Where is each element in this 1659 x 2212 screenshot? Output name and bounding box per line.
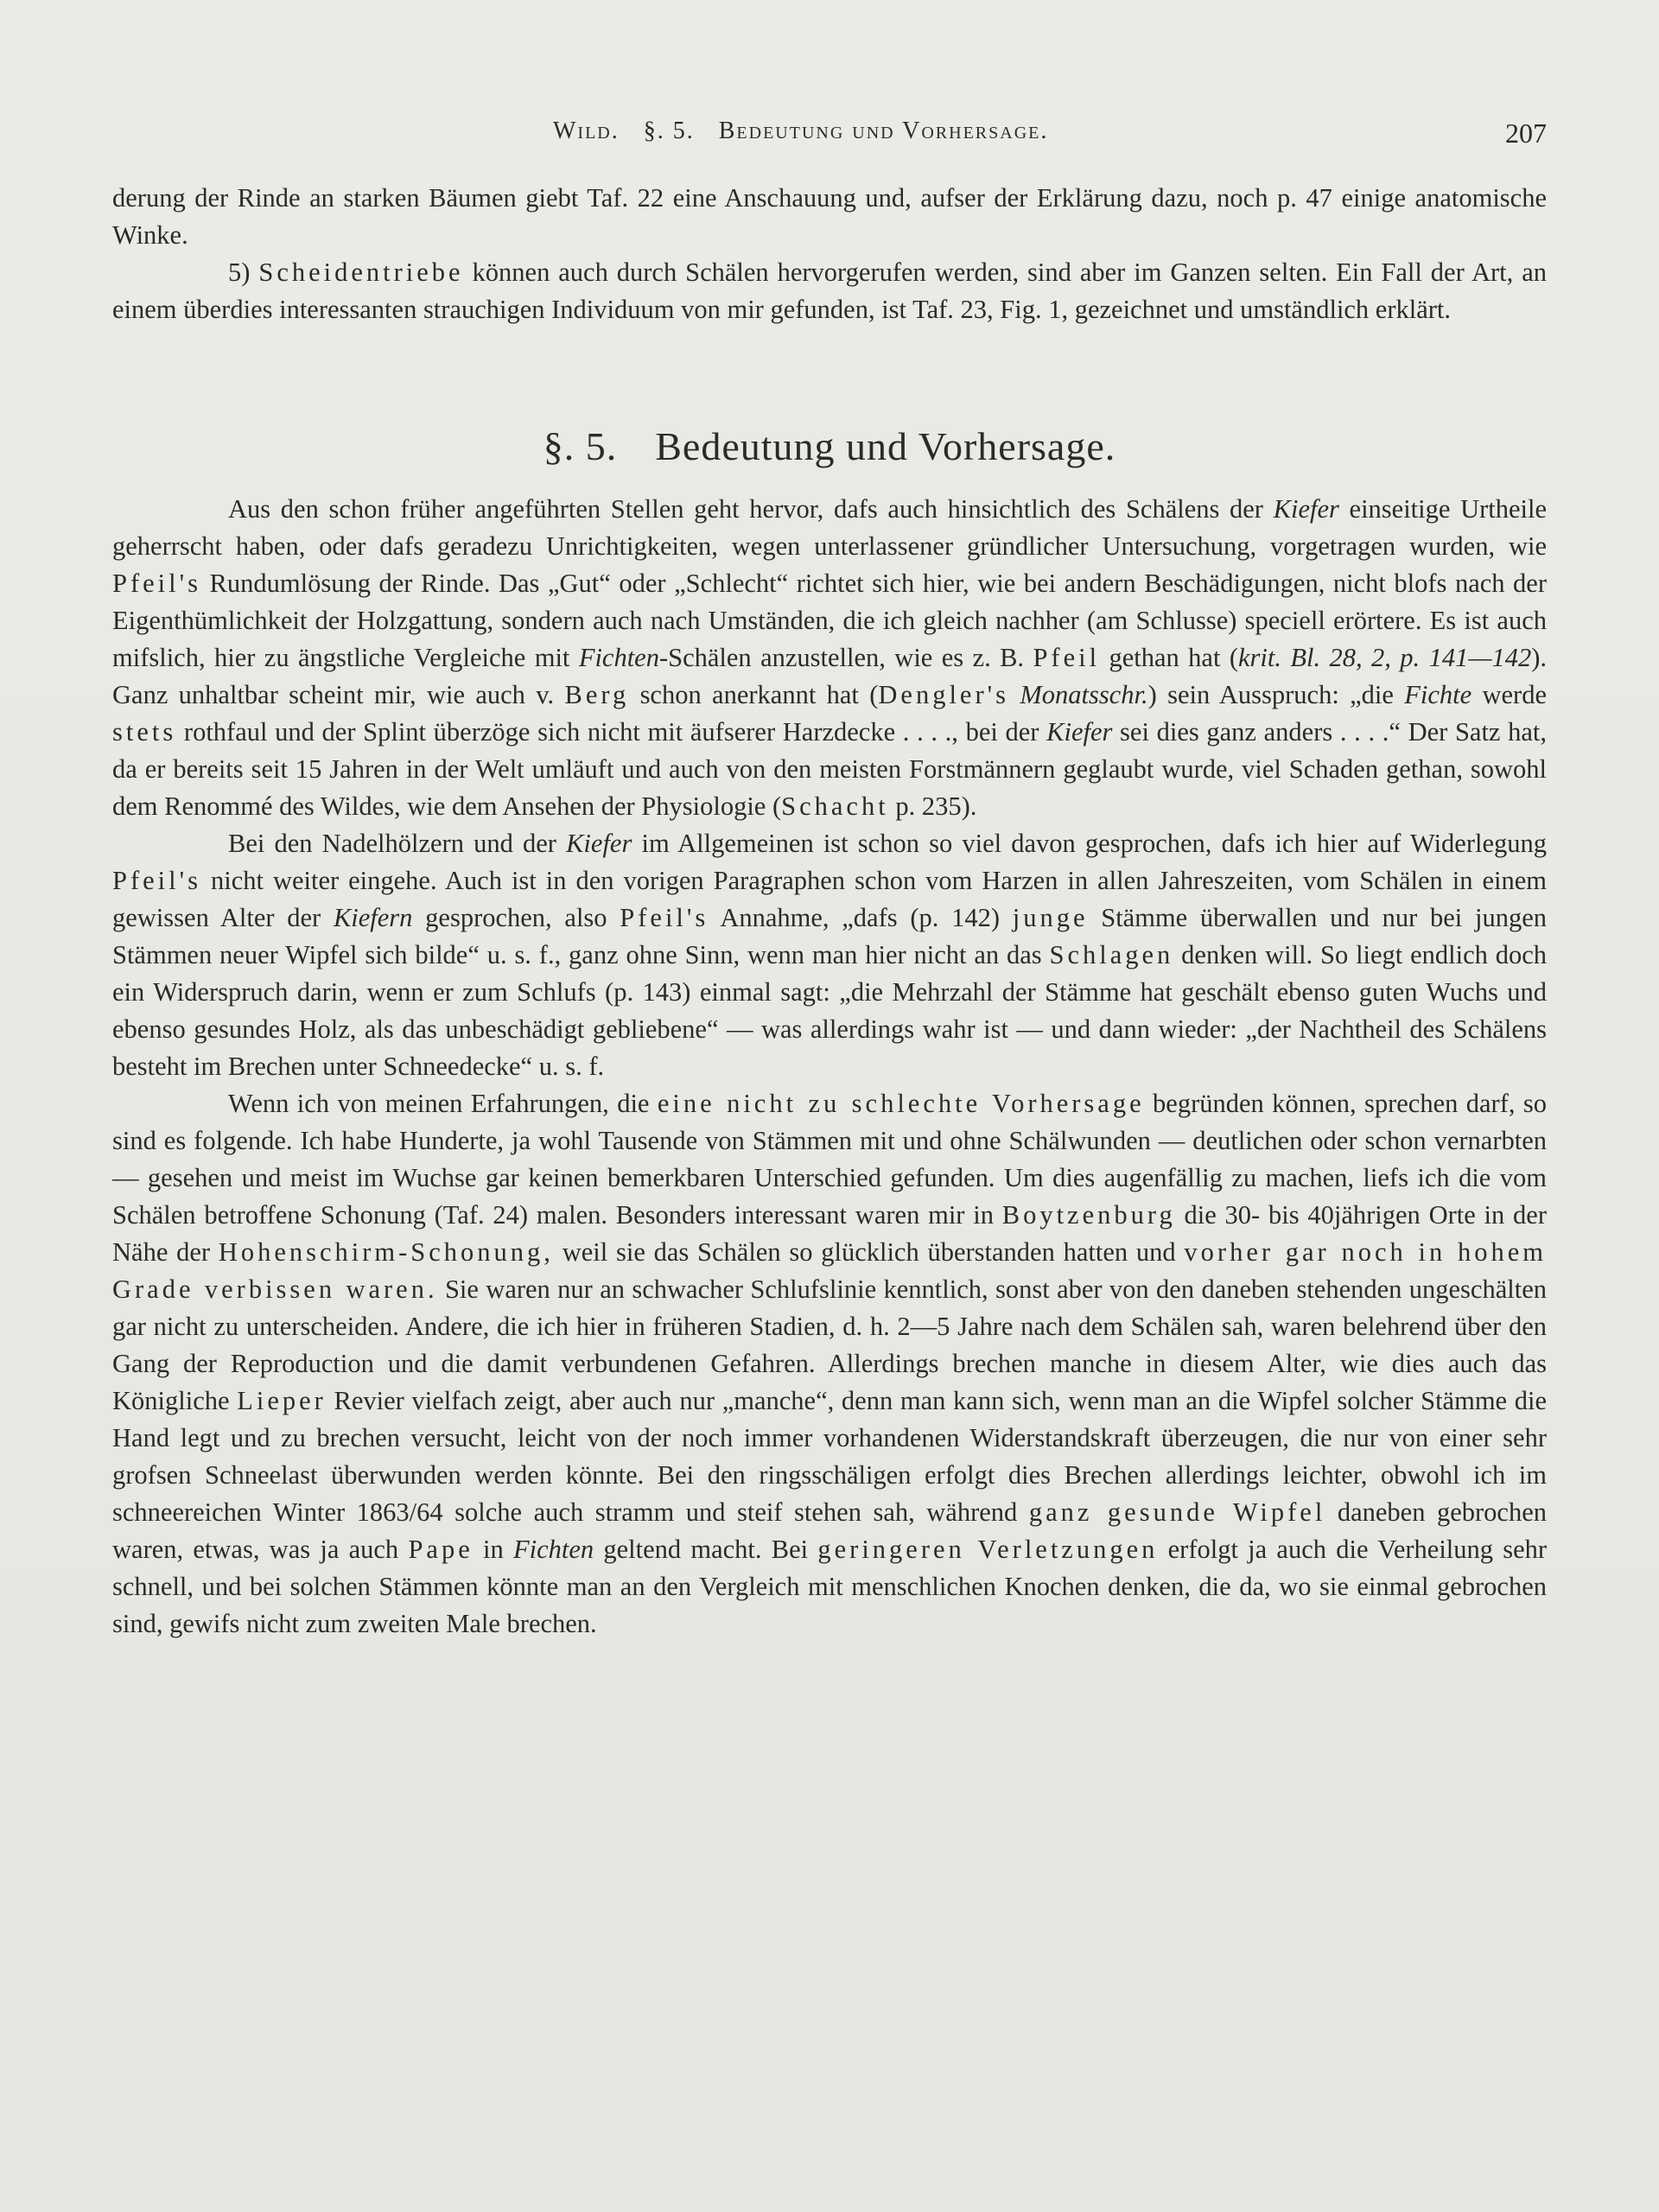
- text-run: weil sie das Schälen so glücklich überstanden hatten und: [562, 1237, 1176, 1267]
- text-run: p. 235).: [895, 791, 977, 821]
- italic-term: Fichten: [512, 1535, 594, 1564]
- text-run: Sie waren nur an schwacher Schlufslinie kenntlich, sonst aber von den daneben stehenden ungeschälten gar nicht zu unterscheiden. Andere, die ich hier in früheren Stadien, d. h. 2—5 Jahre nach dem Schälen sah, waren belehrend über den Gang der Reproduction und die damit verbundenen Gefahren. Allerdings brechen manche in diesem Alter, wie dies auch das Königliche: [112, 1274, 1547, 1415]
- spaced-term: stets: [112, 717, 177, 747]
- text-run: erfolgt ja auch die Verheilung sehr schnell, und bei solchen Stämmen könnte man an den Vergleich mit menschlichen Knochen denken, die da, wo sie einmal gebrochen sind, gewifs nicht zum zweiten Male brechen.: [112, 1535, 1548, 1638]
- paragraph-1: [112, 491, 1547, 825]
- author-name: Pfeil's: [112, 569, 201, 598]
- italic-term: Fichte: [1404, 680, 1472, 709]
- italic-term: Kiefer: [1046, 717, 1113, 747]
- text-run: im Allgemeinen ist schon so viel davon gesprochen, dafs ich hier auf Widerlegung: [641, 829, 1548, 858]
- spaced-term: Schlagen: [1049, 940, 1174, 969]
- text-run: -Schälen anzustellen, wie es z. B.: [658, 643, 1025, 672]
- text-run: ). Ganz unhaltbar scheint mir, wie auch v.: [112, 643, 1547, 709]
- place-name: Hohenschirm-Schonung,: [218, 1237, 554, 1267]
- text-run: Rundumlösung der Rinde. Das „Gut“ oder „Schlecht“ richtet sich hier, wie bei andern Beschädigungen, nicht blofs nach der Eigenthümlichkeit der Holzgattung, sondern auch nach Umständen, die ich gleich nachher (am Schlusse) speciell erörtere. Es ist auch mifslich, hier zu ängstliche Vergleiche mit: [112, 569, 1548, 672]
- header-author: Wild.: [553, 118, 620, 144]
- text-run: Wenn ich von meinen Erfahrungen, die: [228, 1089, 650, 1118]
- header-section: §. 5.: [643, 118, 695, 144]
- italic-term: Kiefer: [1273, 494, 1339, 524]
- spaced-term: vorher gar noch in hohem Grade verbissen waren.: [112, 1237, 1548, 1304]
- header-subject: Bedeutung und Vorhersage.: [718, 118, 1049, 144]
- place-name: Boytzenburg: [1001, 1200, 1176, 1230]
- paragraph-3: [112, 1085, 1547, 1643]
- text-run: geltend macht. Bei: [603, 1535, 809, 1564]
- text-run: sei dies ganz anders . . . .“ Der Satz hat, da er bereits seit 15 Jahren in der Welt umläuft und auch von den meisten Forstmännern geglaubt wurde, viel Schaden gethan, sowohl dem Renommé des Wildes, wie dem Ansehen der Physiologie (: [112, 717, 1548, 821]
- spaced-term: ganz gesunde Wipfel: [1028, 1497, 1326, 1527]
- author-name: Dengler's: [878, 680, 1009, 709]
- author-name: Pfeil: [1033, 643, 1101, 672]
- paragraph-continuation: derung der Rinde an starken Bäumen giebt Taf. 22 eine Anschauung und, aufser der Erklärung dazu, noch p. 47 einige anatomische Winke.: [112, 183, 1547, 250]
- author-name: Schacht: [781, 791, 889, 821]
- place-name: Lieper: [237, 1386, 327, 1415]
- text-run: ) sein Ausspruch: „die: [1147, 680, 1394, 709]
- spaced-term: junge: [1012, 903, 1089, 932]
- paragraph-2: [112, 825, 1547, 1085]
- text-run: begründen können, sprechen darf, so sind es folgende. Ich habe Hunderte, ja wohl Tausende von Stämmen mit und ohne Schälwunden — deutlichen oder schon vernarbten — gesehen und meist im Wuchse gar keinen bemerkbaren Unterschied gefunden. Um dies augenfällig zu machen, liefs ich die vom Schälen betroffene Schonung (Taf. 24) malen. Besonders interessant waren mir in: [112, 1089, 1548, 1230]
- text-run: Bei den Nadelhölzern und der: [228, 829, 556, 858]
- italic-term: Kiefern: [333, 903, 413, 932]
- text-run: rothfaul und der Splint überzöge sich nicht mit äufserer Harzdecke . . . ., bei der: [183, 717, 1039, 747]
- text-run: Annahme, „dafs (p. 142): [720, 903, 1000, 932]
- running-header: [112, 118, 1547, 152]
- list-number: 5): [228, 257, 251, 287]
- header-title: [553, 118, 1072, 145]
- text-run: werde: [1482, 680, 1547, 709]
- page-number: 207: [1505, 118, 1547, 149]
- citation: krit. Bl. 28, 2, p. 141—142: [1238, 643, 1532, 672]
- section-number: §. 5.: [543, 424, 618, 468]
- spaced-term: Scheidentriebe: [258, 257, 464, 287]
- author-name: Pfeil's: [112, 866, 201, 895]
- paragraph-text: können auch durch Schälen hervorgerufen werden, sind aber im Ganzen selten. Ein Fall der Art, an einem überdies interessanten strauchigen Individuum von mir gefunden, ist Taf. 23, Fig. 1, gezeichnet und umständlich erklärt.: [112, 257, 1547, 324]
- section-title: Bedeutung und Vorhersage.: [655, 424, 1116, 468]
- text-run: denken will. So liegt endlich doch ein Widerspruch darin, wenn er zum Schlufs (p. 143) einmal sagt: „die Mehrzahl der Stämme hat geschält ebenso guten Wuchs und ebenso gesundes Holz, als das unbeschädigt gebliebene“ — was allerdings wahr ist — und dann wieder: „der Nachtheil des Schälens besteht im Brechen unter Schneedecke“ u. s. f.: [112, 940, 1548, 1081]
- italic-term: Kiefer: [566, 829, 632, 858]
- spaced-term: eine nicht zu schlechte Vorhersage: [657, 1089, 1145, 1118]
- author-name: Pape: [408, 1535, 474, 1564]
- text-run: daneben gebrochen waren, etwas, was ja auch: [112, 1497, 1547, 1564]
- author-name: Pfeil's: [620, 903, 709, 932]
- author-name: Berg: [564, 680, 630, 709]
- section-heading: [112, 423, 1547, 469]
- text-run: Stämme überwallen und nur bei jungen Stämmen neuer Wipfel sich bilde“ u. s. f., ganz ohne Sinn, wenn man hier nicht an das: [112, 903, 1548, 969]
- citation: Monatsschr.: [1020, 680, 1148, 709]
- text-run: in: [482, 1535, 504, 1564]
- text-run: die 30- bis 40jährigen Orte in der Nähe der: [112, 1200, 1547, 1267]
- italic-term: Fichten: [578, 643, 659, 672]
- text-run: Revier vielfach zeigt, aber auch nur „manche“, denn man kann sich, wenn man an die Wipfel solcher Stämme die Hand legt und zu brechen versucht, leicht von der noch immer vorhandenen Widerstandskraft überzeugen, die nur von einer sehr grofsen Schneelast überwunden werden könnte. Bei den ringsschäligen erfolgt dies Brechen allerdings leichter, obwohl ich im schneereichen Winter 1863/64 solche auch stramm und steif stehen sah, während: [112, 1386, 1548, 1527]
- text-run: gesprochen, also: [425, 903, 607, 932]
- top-text-block: [112, 180, 1547, 328]
- main-text-block: [112, 491, 1547, 1643]
- text-run: Aus den schon früher angeführten Stellen geht hervor, dafs auch hinsichtlich des Schälens der: [228, 494, 1263, 524]
- spaced-term: geringeren Verletzungen: [817, 1535, 1159, 1564]
- text-run: schon anerkannt hat (: [639, 680, 879, 709]
- paragraph-scheidentriebe: [112, 254, 1547, 328]
- text-run: einseitige Urtheile geherrscht haben, oder dafs geradezu Unrichtigkeiten, wegen unterlassener gründlicher Untersuchung, vorgetragen wurden, wie: [112, 494, 1547, 561]
- text-run: gethan hat (: [1109, 643, 1238, 672]
- text-run: nicht weiter eingehe. Auch ist in den vorigen Paragraphen schon vom Harzen in allen Jahreszeiten, vom Schälen in einem gewissen Alter der: [112, 866, 1547, 932]
